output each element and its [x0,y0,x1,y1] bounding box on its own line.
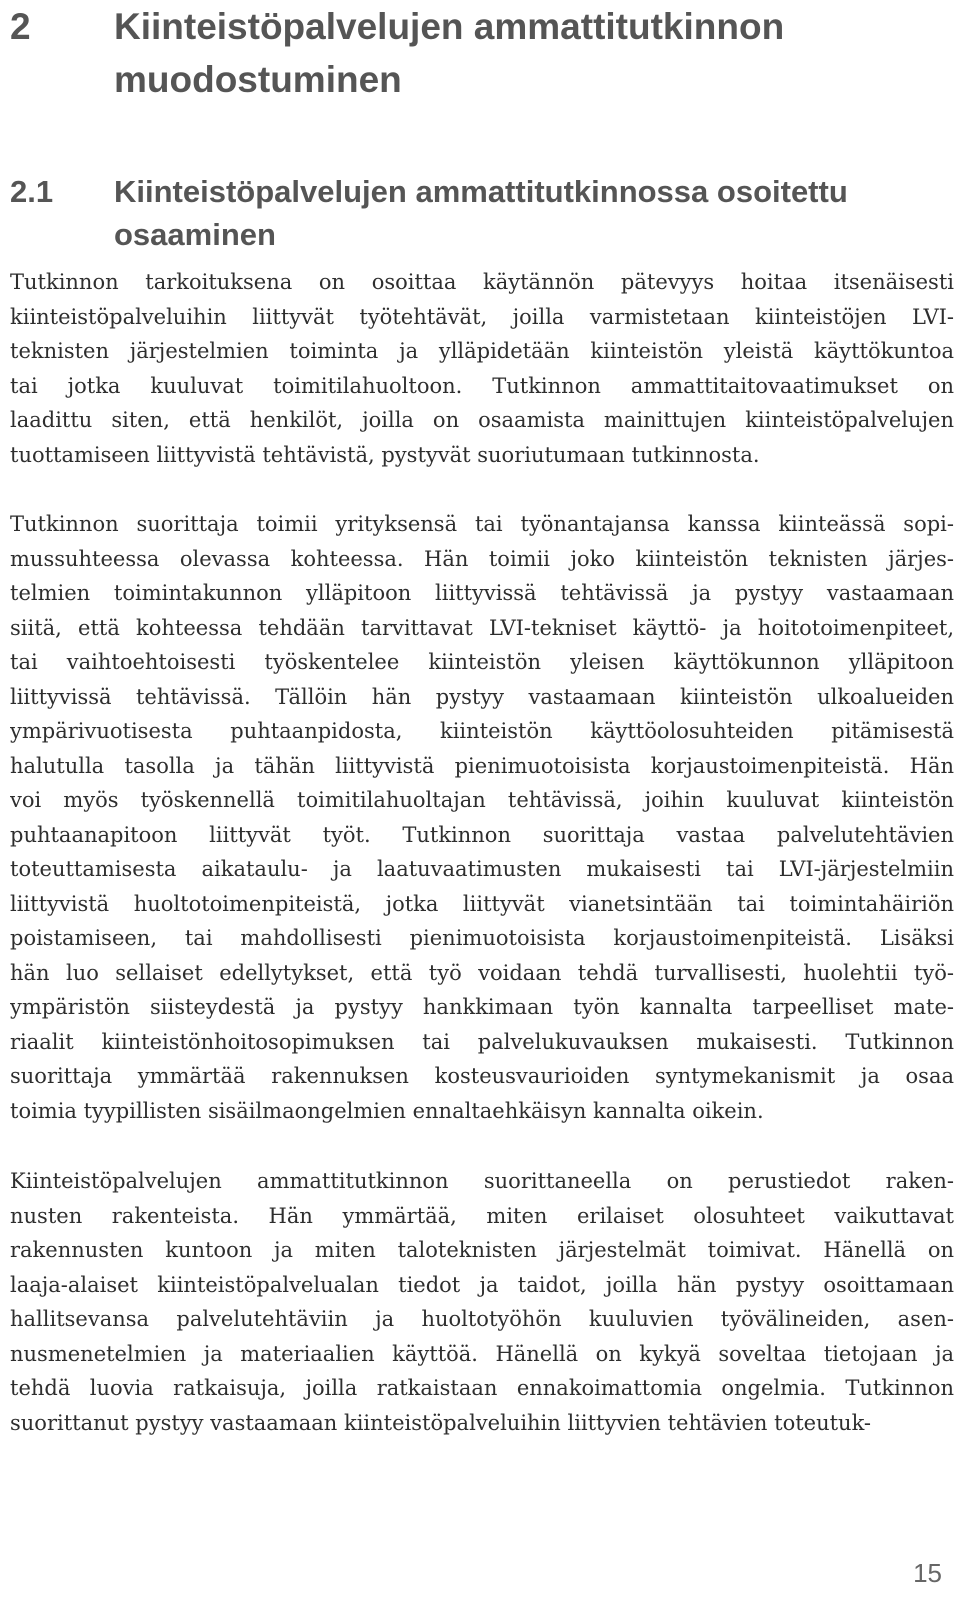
paragraph-line: toimia tyypillisten sisäilmaongelmien ennaltaehkäisyn kannalta oikein. [10,1098,764,1123]
paragraph-line: laadittu siten, että henkilöt, joilla on osaamista mainittujen kiinteistöpalvelujen [10,408,954,432]
paragraph-line: Tutkinnon tarkoituksena on osoittaa käytännön pätevyys hoitaa itsenäisesti [10,270,954,294]
paragraph-line: hän luo sellaiset edellytykset, että työ voidaan tehdä turvallisesti, huolehtii työ- [10,960,954,985]
paragraph-line: puhtaanapitoon liittyvät työt. Tutkinnon suorittaja vastaa palvelutehtävien [10,822,954,847]
paragraph-2 [10,507,954,1128]
paragraph-line: mussuhteessa olevassa kohteessa. Hän toimii joko kiinteistön teknisten järjes- [10,546,954,571]
paragraph-line: riaalit kiinteistönhoitosopimuksen tai palvelukuvauksen mukaisesti. Tutkinnon [10,1029,954,1054]
paragraph-line: tai vaihtoehtoisesti työskentelee kiinteistön yleisen käyttökunnon ylläpitoon [10,650,954,674]
paragraph-line: tuottamiseen liittyvistä tehtävistä, pystyvät suoriutumaan tutkinnosta. [10,442,760,467]
page-number: 15 [913,1558,942,1588]
paragraph-line: toteuttamisesta aikataulu- ja laatuvaatimusten mukaisesti tai LVI-järjestelmiin [10,857,954,881]
paragraph-line: nusten rakenteista. Hän ymmärtää, miten erilaiset olosuhteet vaikuttavat [10,1203,954,1228]
paragraph-line: kiinteistöpalveluihin liittyvät työtehtävät, joilla varmistetaan kiinteistöjen LVI- [10,304,954,329]
paragraph-line: ympärivuotisesta puhtaanpidosta, kiinteistön käyttöolosuhteiden pitämisestä [10,719,954,743]
chapter-title-line: muodostuminen [114,59,402,100]
paragraph-line: ympäristön siisteydestä ja pystyy hankkimaan työn kannalta tarpeelliset mate- [10,995,954,1019]
paragraph-line: poistamiseen, tai mahdollisesti pienimuotoisista korjaustoimenpiteistä. Lisäksi [10,926,954,950]
section-number: 2.1 [10,174,54,209]
paragraph-line: tehdä luovia ratkaisuja, joilla ratkaistaan ennakoimattomia ongelmia. Tutkinnon [10,1376,954,1400]
paragraph-line: Tutkinnon suorittaja toimii yrityksensä tai työnantajansa kanssa kiinteässä sopi- [10,512,954,536]
paragraph-line: hallitsevansa palvelutehtäviin ja huoltotyöhön kuuluvien työvälineiden, asen- [10,1307,954,1331]
paragraph-line: suorittaja ymmärtää rakennuksen kosteusvaurioiden syntymekanismit ja osaa [10,1064,954,1088]
chapter-title [114,0,950,106]
paragraph-line: nusmenetelmien ja materiaalien käyttöä. Hänellä on kykyä soveltaa tietojaan ja [10,1341,954,1366]
paragraph-line: halutulla tasolla ja tähän liittyvistä pienimuotoisista korjaustoimenpiteistä. Hän [10,753,954,778]
paragraph-line: laaja-alaiset kiinteistöpalvelualan tiedot ja taidot, joilla hän pystyy osoittamaan [10,1272,954,1297]
chapter-heading [10,0,950,106]
paragraph-line: tai jotka kuuluvat toimitilahuoltoon. Tutkinnon ammattitaitovaatimukset on [10,373,954,398]
paragraph-line: teknisten järjestelmien toiminta ja ylläpidetään kiinteistön yleistä käyttökuntoa [10,339,954,363]
section-title-line: osaaminen [114,217,276,252]
paragraph-line: suorittanut pystyy vastaamaan kiinteistöpalveluihin liittyvien tehtävien toteutuk- [10,1410,872,1435]
paragraph-line: telmien toimintakunnon ylläpitoon liittyvissä tehtävissä ja pystyy vastaamaan [10,581,954,605]
section-title [114,170,950,256]
paragraph-line: liittyvissä tehtävissä. Tällöin hän pystyy vastaamaan kiinteistön ulkoalueiden [10,684,954,709]
paragraph-1 [10,265,954,472]
section-title-line: Kiinteistöpalvelujen ammattitutkinnossa osoitettu [114,174,848,209]
paragraph-line: Kiinteistöpalvelujen ammattitutkinnon suorittaneella on perustiedot raken- [10,1169,954,1193]
paragraph-line: voi myös työskennellä toimitilahuoltajan tehtävissä, joihin kuuluvat kiinteistön [10,788,954,812]
chapter-number: 2 [10,6,31,47]
paragraph-line: rakennusten kuntoon ja miten taloteknisten järjestelmät toimivat. Hänellä on [10,1238,954,1262]
chapter-title-line: Kiinteistöpalvelujen ammattitutkinnon [114,6,785,47]
section-heading [10,170,950,256]
paragraph-line: siitä, että kohteessa tehdään tarvittavat LVI-tekniset käyttö- ja hoitotoimenpiteet, [10,615,954,640]
paragraph-3 [10,1164,954,1440]
paragraph-line: liittyvistä huoltotoimenpiteistä, jotka liittyvät vianetsintään tai toimintahäiriön [10,891,954,916]
